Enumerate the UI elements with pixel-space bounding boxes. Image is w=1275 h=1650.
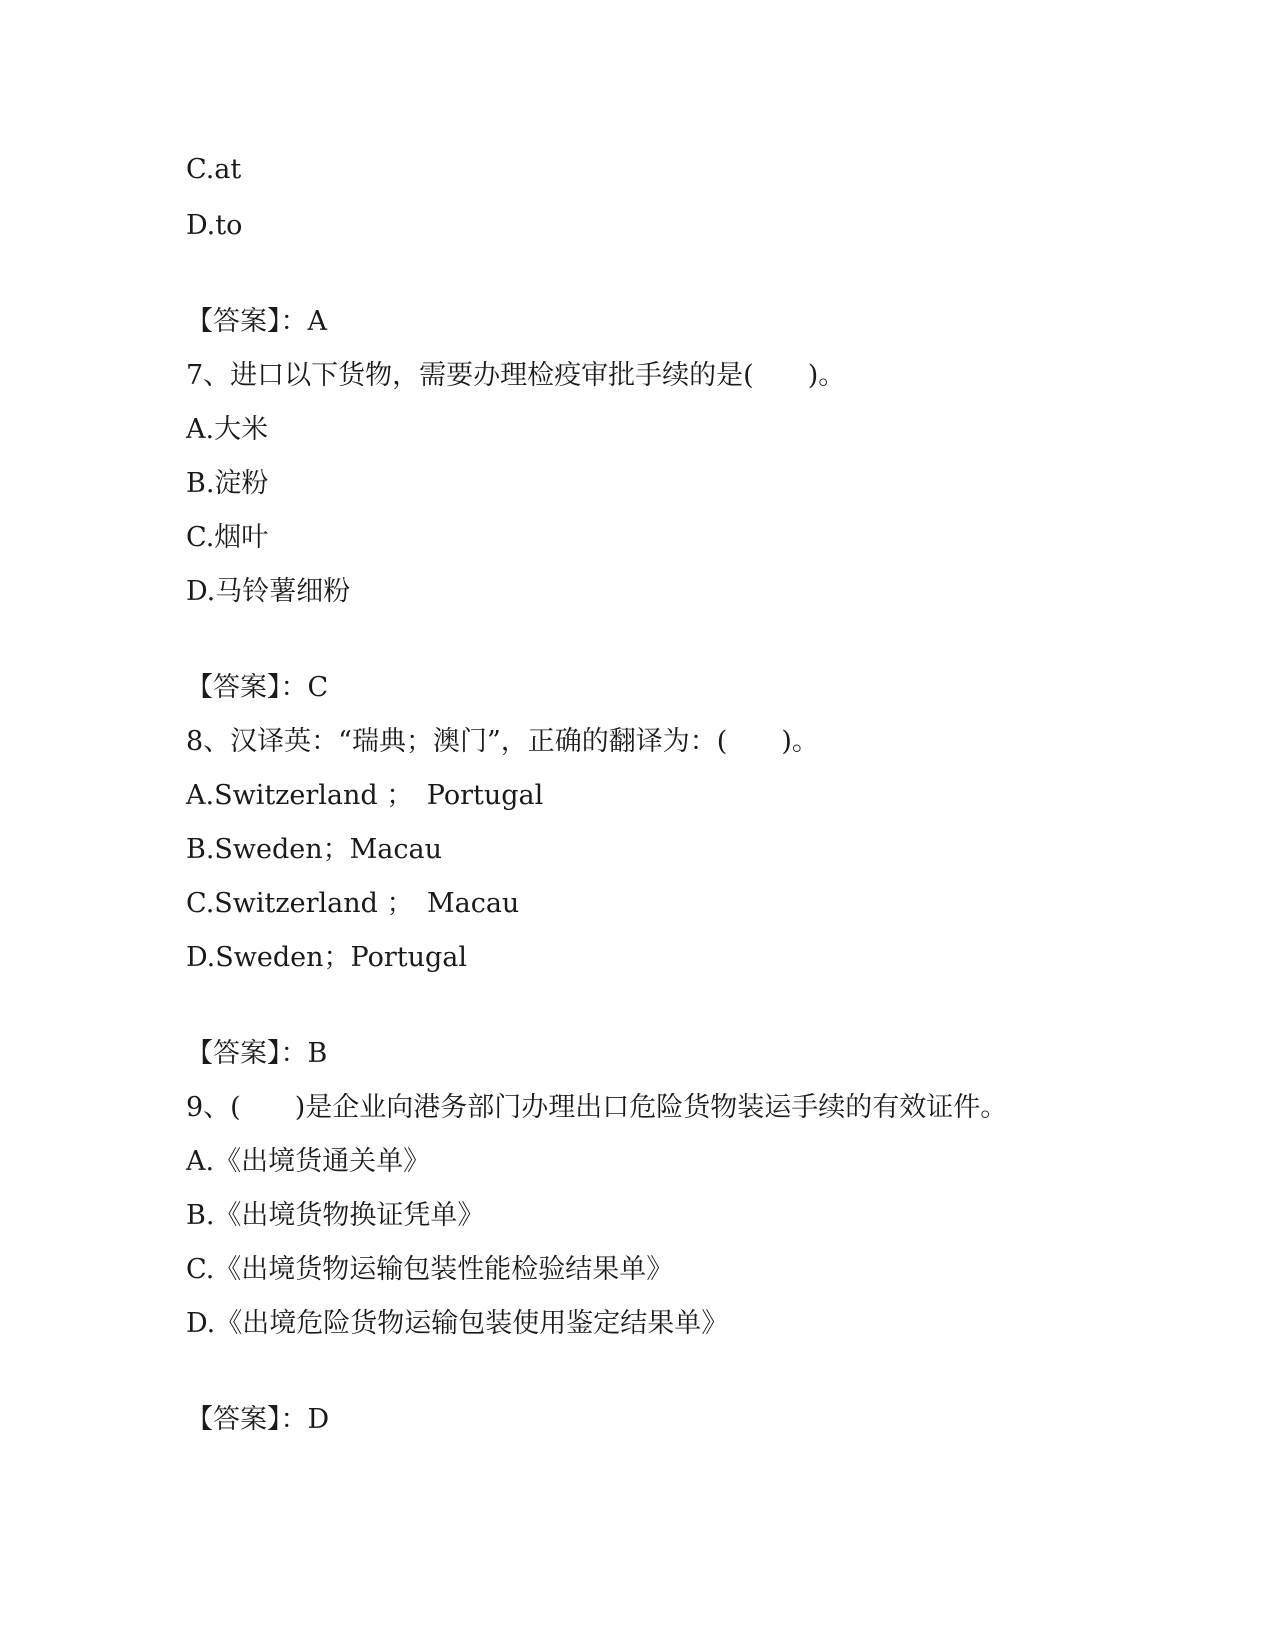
option-b: B.淀粉 [186, 468, 269, 499]
option-d: D.to [186, 210, 243, 241]
option-a: A.《出境货通关单》 [186, 1146, 431, 1177]
option-c: C.Switzerland ； Macau [186, 888, 520, 919]
option-c: C.《出境货物运输包装性能检验结果单》 [186, 1254, 674, 1285]
answer-line [186, 305, 327, 339]
answer-label: 【答案】： [186, 306, 308, 337]
option-d: D.马铃薯细粉 [186, 576, 351, 607]
question-stem: 8、汉译英：“瑞典；澳门”，正确的翻译为：( )。 [186, 726, 819, 757]
option-a: A.Switzerland ； Portugal [186, 780, 544, 811]
answer-value: A [307, 306, 327, 337]
option-d: D.《出境危险货物运输包装使用鉴定结果单》 [186, 1308, 729, 1339]
question-stem: 7、进口以下货物，需要办理检疫审批手续的是( )。 [186, 360, 846, 391]
answer-line [186, 671, 328, 705]
option-a: A.大米 [186, 414, 269, 445]
answer-value: D [307, 1404, 330, 1435]
option-b: B.《出境货物换证凭单》 [186, 1200, 485, 1231]
option-c: C.烟叶 [186, 522, 269, 553]
option-b: B.Sweden；Macau [186, 834, 443, 865]
answer-line [186, 1403, 329, 1437]
answer-value: B [307, 1038, 328, 1069]
option-c: C.at [186, 154, 242, 185]
question-stem: 9、( )是企业向港务部门办理出口危险货物装运手续的有效证件。 [186, 1092, 1008, 1123]
answer-label: 【答案】： [186, 672, 308, 703]
option-d: D.Sweden；Portugal [186, 942, 467, 973]
answer-label: 【答案】： [186, 1404, 308, 1435]
answer-line [186, 1037, 327, 1071]
answer-label: 【答案】： [186, 1038, 308, 1069]
answer-value: C [307, 672, 329, 703]
